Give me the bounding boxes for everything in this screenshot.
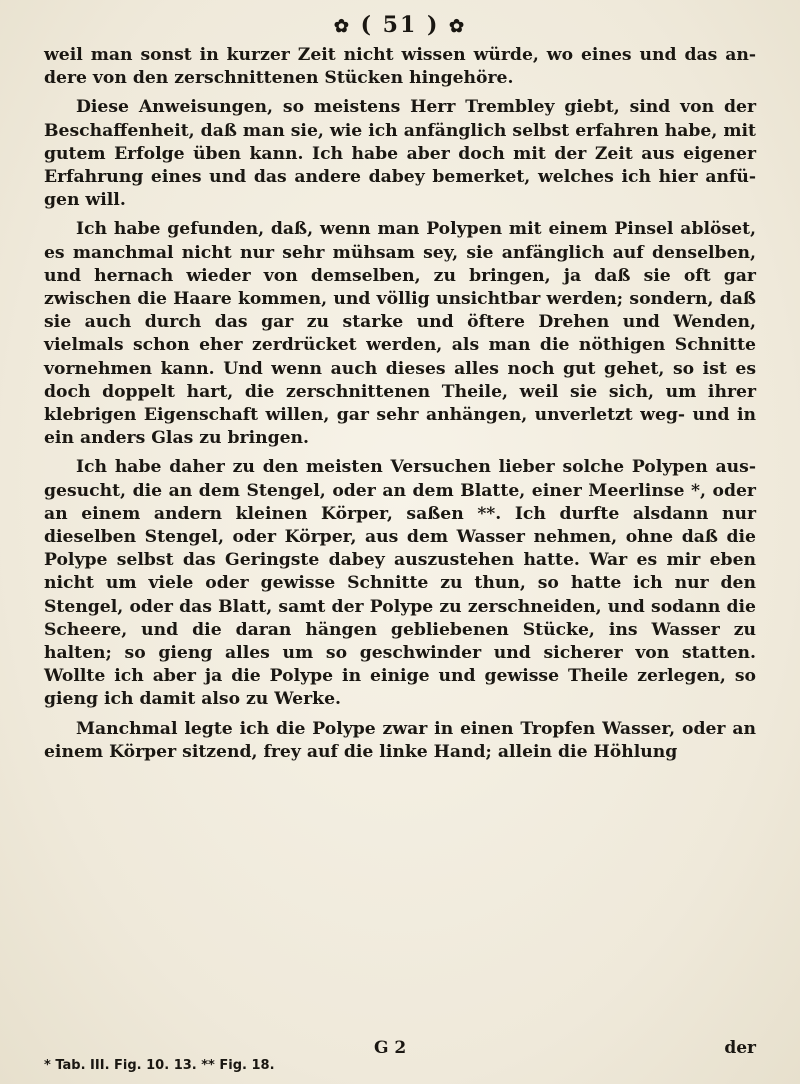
page-number: ( 51 ) (360, 12, 440, 38)
paragraph: weil man sonst in kurzer Zeit nicht wissen würde, wo eines und das andere von den zerschnittenen Stücken hingehöre. (44, 45, 756, 89)
page-footer (44, 1038, 756, 1073)
right-ornament-icon: ✿ (449, 16, 467, 37)
catchword: der (724, 1038, 756, 1058)
paragraph: Ich habe daher zu den meisten Versuchen lieber solche Polypen ausgesucht, die an dem Stengel, oder an dem Blatte, einer Meerlinse *, oder an einem andern kleinen Körper, saßen **. Ich durfte alsdann nur dieselben Stengel, oder Körper, aus dem Wasser nehmen, ohne daß die Polype selbst das Geringste dabey auszustehen hatte. War es mir eben nicht um viele oder gewisse Schnitte zu thun, so hatte ich nur den Stengel, oder das Blatt, samt der Polype zu zerschneiden, und sodann die Scheere, und die daran hängen gebliebenen Stücke, ins Wasser zu halten; so gieng alles um so geschwinder und sicherer von statten. Wollte ich aber ja die Polype in einige und gewisse Theile zerlegen, so gieng ich damit also zu Werke. (44, 457, 756, 710)
paragraph: Manchmal legte ich die Polype zwar in einen Tropfen Wasser, oder an einem Körper sitzend, frey auf die linke Hand; allein die Höhlung (44, 718, 756, 762)
left-ornament-icon: ✿ (333, 16, 351, 37)
signature-mark: G 2 (374, 1038, 407, 1058)
running-header (0, 12, 800, 38)
footnotes: * Tab. III. Fig. 10. 13. ** Fig. 18. (44, 1058, 275, 1073)
paragraph: Ich habe gefunden, daß, wenn man Polypen mit einem Pinsel ablöset, es manchmal nicht nur sehr mühsam sey, sie anfänglich auf denselben, und hernach wieder von demselben, zu bringen, ja daß sie oft gar zwischen die Haare kommen, und völlig unsichtbar werden; sondern, daß sie auch durch das gar zu starke und öftere Drehen und Wenden, vielmals schon eher zerdrücket werden, als man die nöthigen Schnitte vornehmen kann. Und wenn auch dieses alles noch gut gehet, so ist es doch doppelt hart, die zerschnittenen Theile, weil sie sich, um ihrer klebrigen Eigenschaft willen, gar sehr anhängen, unverletzt weg- und in ein anders Glas zu bringen. (44, 219, 756, 449)
main-text (44, 44, 756, 770)
paragraph: Diese Anweisungen, so meistens Herr Trembley giebt, sind von der Beschaffenheit, daß man sie, wie ich anfänglich selbst erfahren habe, mit gutem Erfolge üben kann. Ich habe aber doch mit der Zeit aus eigener Erfahrung eines und das andere dabey bemerket, welches ich hier anfügen will. (44, 97, 756, 211)
